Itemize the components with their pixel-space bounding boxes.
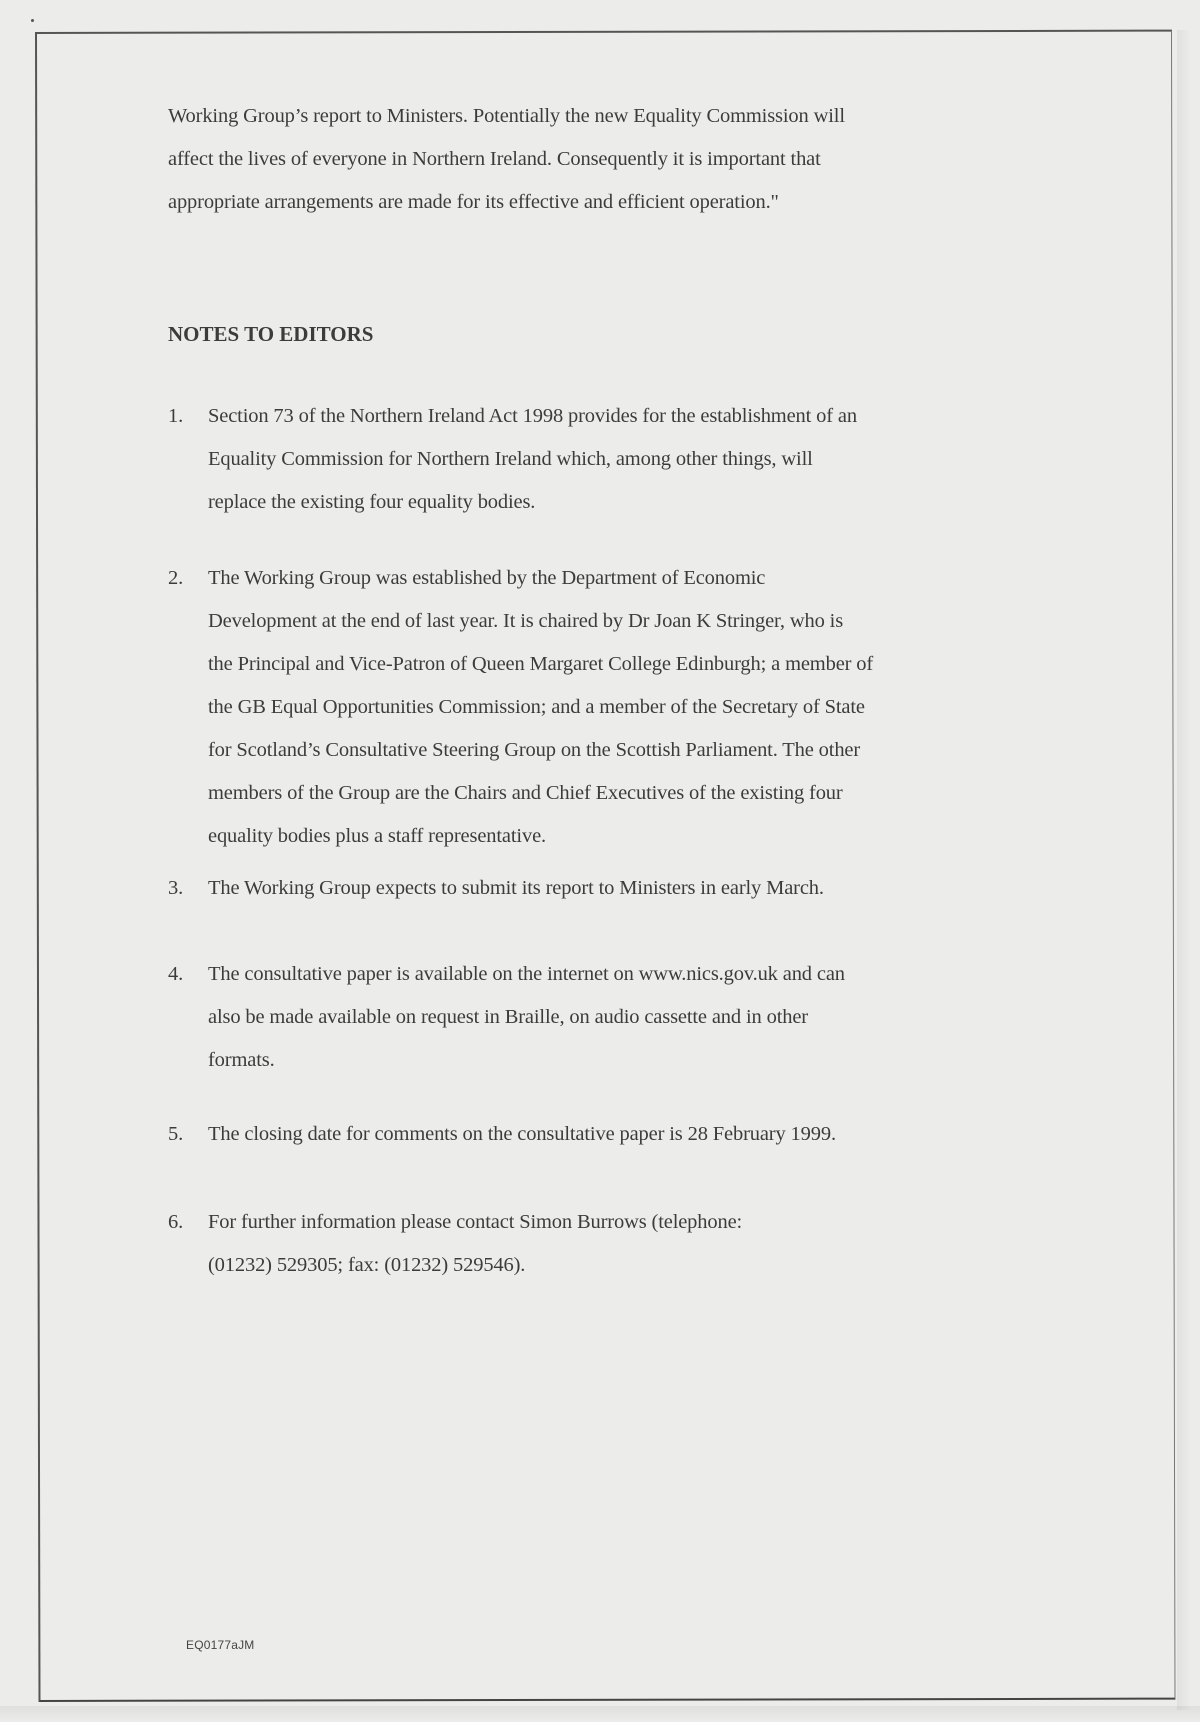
notes-heading: NOTES TO EDITORS [168, 322, 374, 346]
document-body [168, 95, 1068, 1276]
note-text: For further information please contact Simon Burrows (telephone: (01232) 529305; fax: (01232) 529546). [208, 1211, 743, 1276]
note-number: 6. [168, 1211, 184, 1233]
page-edge-shadow [1177, 30, 1191, 1710]
note-number: 4. [168, 963, 184, 985]
page-bottom-shadow [0, 1706, 1200, 1722]
page-border [35, 30, 1175, 1702]
note-item-1 [168, 395, 1068, 524]
document-reference-code: EQ0177aJM [186, 1638, 255, 1652]
note-item-4 [168, 953, 1068, 1082]
note-text: The Working Group expects to submit its report to Ministers in early March. [208, 877, 824, 899]
note-item-3 [168, 867, 1068, 910]
note-number: 5. [168, 1123, 184, 1145]
note-number: 3. [168, 877, 184, 899]
note-item-5 [168, 1113, 1068, 1156]
note-item-6 [168, 1201, 1068, 1287]
note-number: 2. [168, 567, 184, 589]
note-text: Section 73 of the Northern Ireland Act 1998 provides for the establishment of an Equality Commission for Northern Ireland which, among other things, will replace the existing four equality bodies. [208, 405, 857, 513]
note-text: The Working Group was established by the Department of Economic Development at the end of last year. It is chaired by Dr Joan K Stringer, who is the Principal and Vice-Patron of Queen Margaret College Edinburgh; a member of the GB Equal Opportunities Commission; and a member of the Secretary of State for Scotland’s Consultative Steering Group on the Scottish Parliament. The other members of the Group are the Chairs and Chief Executives of the existing four equality bodies plus a staff representative. [208, 567, 874, 847]
note-text: The closing date for comments on the consultative paper is 28 February 1999. [208, 1123, 836, 1145]
note-text: The consultative paper is available on the internet on www.nics.gov.uk and can also be made available on request in Braille, on audio cassette and in other formats. [208, 963, 845, 1071]
note-number: 1. [168, 405, 184, 427]
scan-speck [31, 19, 34, 22]
note-item-2 [168, 557, 1068, 858]
intro-paragraph: Working Group’s report to Ministers. Potentially the new Equality Commission will affect the lives of everyone in Northern Ireland. Consequently it is important that appropriate arrangements are made for its effective and efficient operation." [168, 105, 845, 213]
